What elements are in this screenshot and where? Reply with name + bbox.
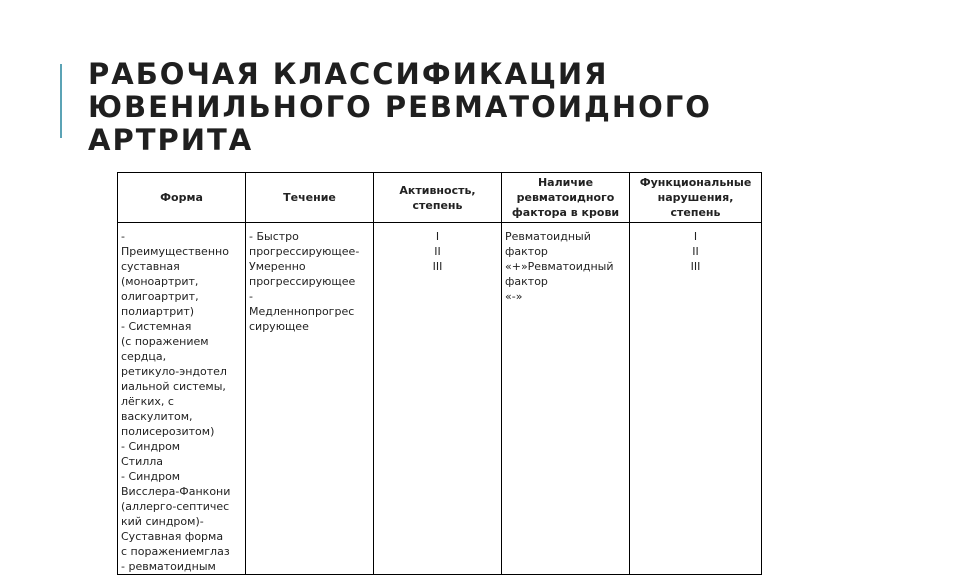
cell-line: ретикуло-эндотел [121, 365, 227, 378]
cell-line: фактор [505, 245, 548, 258]
cell-line: (аллерго-септичес [121, 500, 230, 513]
cell-functional [630, 223, 762, 575]
cell-line: сердца, [121, 350, 167, 363]
cell-line: (с поражением [121, 335, 209, 348]
cell-line: лёгких, с [121, 395, 174, 408]
header-form: Форма [118, 173, 246, 223]
cell-form [118, 223, 246, 575]
cell-line: III [690, 260, 701, 273]
cell-line: иальной системы, [121, 380, 226, 393]
cell-line: III [432, 260, 443, 273]
title-line-2: ЮВЕНИЛЬНОГО РЕВМАТОИДНОГО [88, 90, 712, 124]
cell-line: - [121, 230, 125, 243]
cell-line: полисерозитом) [121, 425, 215, 438]
table-header-row [118, 173, 762, 223]
cell-line: Преимущественно [121, 245, 229, 258]
cell-line: Медленнопрогрес [249, 305, 355, 318]
cell-rheumatoid-factor [502, 223, 630, 575]
title-line-1: РАБОЧАЯ КЛАССИФИКАЦИЯ [88, 57, 609, 91]
cell-line: (моноартрит, [121, 275, 199, 288]
cell-line: - [249, 290, 253, 303]
cell-line: - Системная [121, 320, 192, 333]
cell-line: Умеренно [249, 260, 306, 273]
title-accent-bar [60, 64, 62, 138]
cell-line: - Быстро [249, 230, 299, 243]
cell-line: I [435, 230, 440, 243]
cell-line: - Синдром [121, 440, 181, 453]
cell-line: «-» [505, 290, 523, 303]
cell-line: Висслера-Фанкони [121, 485, 231, 498]
cell-line: II [434, 245, 441, 258]
classification-table [117, 172, 762, 575]
cell-line: суставная [121, 260, 180, 273]
cell-line: II [692, 245, 699, 258]
cell-line: Стилла [121, 455, 164, 468]
cell-line: Суставная форма [121, 530, 224, 543]
slide-title [88, 58, 908, 157]
title-line-3: АРТРИТА [88, 123, 254, 157]
cell-line: I [693, 230, 698, 243]
cell-line: сирующее [249, 320, 309, 333]
table-row [118, 223, 762, 575]
header-course: Течение [246, 173, 374, 223]
cell-line: прогрессирующее [249, 275, 356, 288]
cell-activity [374, 223, 502, 575]
cell-line: Ревматоидный [505, 230, 591, 243]
header-functional: Функциональные нарушения, степень [630, 173, 762, 223]
cell-line: «+»Ревматоидный [505, 260, 614, 273]
cell-line: - Синдром [121, 470, 181, 483]
cell-line: кий синдром)- [121, 515, 204, 528]
cell-line: фактор [505, 275, 548, 288]
header-rheumatoid-factor: Наличие ревматоидного фактора в крови [502, 173, 630, 223]
cell-course [246, 223, 374, 575]
cell-line: прогрессирующее- [249, 245, 360, 258]
cell-line: олигоартрит, [121, 290, 199, 303]
cell-line: васкулитом, [121, 410, 193, 423]
cell-line: полиартрит) [121, 305, 195, 318]
cell-line: - ревматоидным [121, 560, 216, 573]
cell-line: с поражениемглаз [121, 545, 230, 558]
header-activity: Активность, степень [374, 173, 502, 223]
